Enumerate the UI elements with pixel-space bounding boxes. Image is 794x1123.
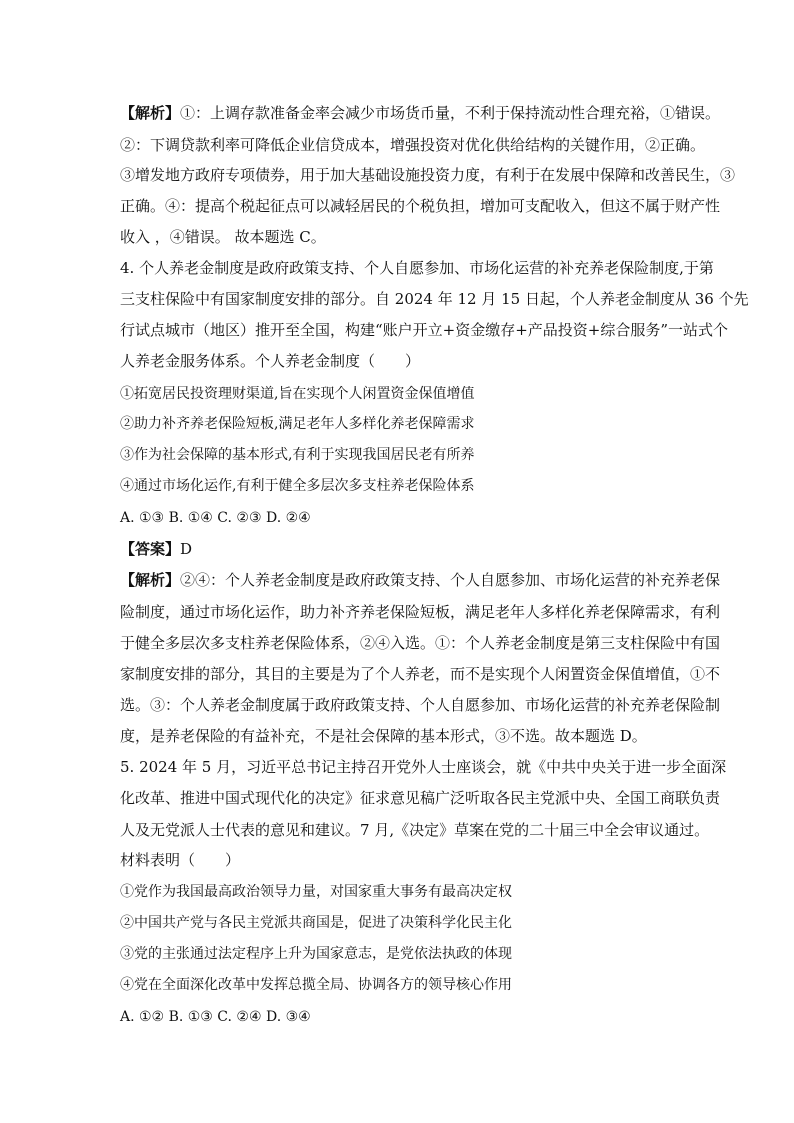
q4-option-4: ④通过市场化运作,有利于健全多层次多支柱养老保险体系 (120, 478, 475, 494)
q3-analysis-line-5: 收入 ，④错误。 故本题选 C。 (120, 228, 326, 246)
q5-option-2: ②中国共产党与各民主党派共商国是，促进了决策科学化民主化 (120, 915, 512, 931)
q5-option-3: ③党的主张通过法定程序上升为国家意志，是党依法执政的体现 (120, 946, 512, 962)
q4-analysis-line-3: 于健全多层次多支柱养老保险体系，②④入选。①：个人养老金制度是第三支柱保险中有国 (120, 634, 721, 652)
q4-stem-line-2: 三支柱保险中有国家制度安排的部分。自 2024 年 12 月 15 日起，个人养老金制度从 36 个先 (120, 290, 749, 308)
q5-choices: A. ①② B. ①③ C. ②④ D. ③④ (120, 1009, 311, 1025)
q4-stem-line-1: 4. 个人养老金制度是政府政策支持、个人自愿参加、市场化运营的补充养老保险制度,于第 (120, 259, 714, 277)
q5-option-4: ④党在全面深化改革中发挥总揽全局、协调各方的领导核心作用 (120, 977, 512, 993)
q4-analysis-line-1: 【解析】②④：个人养老金制度是政府政策支持、个人自愿参加、市场化运营的补充养老保 (120, 571, 721, 589)
q4-analysis-line-2: 险制度，通过市场化运作，助力补齐养老保险短板，满足老年人多样化养老保障需求，有利 (120, 603, 721, 621)
q5-option-1: ①党作为我国最高政治领导力量，对国家重大事务有最高决定权 (120, 884, 512, 900)
q4-answer-value: D (180, 540, 193, 558)
q5-stem-line-3: 人及无党派人士代表的意见和建议。7 月,《决定》草案在党的二十届三中全会审议通过。 (120, 821, 710, 839)
q5-stem-line-2: 化改革、推进中国式现代化的决定》征求意见稿广泛听取各民主党派中央、全国工商联负责 (120, 789, 721, 807)
q4-analysis-line-4: 家制度安排的部分，其目的主要是为了个人养老，而不是实现个人闲置资金保值增值，①不 (120, 665, 721, 683)
q3-analysis-line-3: ③增发地方政府专项债券，用于加大基础设施投资力度，有利于在发展中保障和改善民生，③ (120, 166, 736, 184)
q4-stem-line-3: 行试点城市（地区）推开至全国，构建“账户开立+资金缴存+产品投资+综合服务”一站式个 (120, 321, 729, 339)
q4-option-1: ①拓宽居民投资理财渠道,旨在实现个人闲置资金保值增值 (120, 386, 475, 402)
q5-stem-line-1: 5. 2024 年 5 月，习近平总书记主持召开党外人士座谈会，就《中共中央关于进一步全面深 (120, 758, 727, 776)
q4-stem-line-4: 人养老金服务体系。个人养老金制度（ ） (120, 352, 421, 370)
q5-stem-line-4: 材料表明（ ） (120, 851, 241, 869)
analysis-label: 【解析】 (120, 571, 181, 589)
answer-label: 【答案】 (120, 540, 181, 558)
q3-analysis-line-2: ②：下调贷款利率可降低企业信贷成本，增强投资对优化供给结构的关键作用，②正确。 (120, 136, 706, 154)
q4-analysis-line-6: 度，是养老保险的有益补充，不是社会保障的基本形式，③不选。故本题选 D。 (120, 727, 647, 745)
q4-analysis-line-5: 选。③：个人养老金制度属于政府政策支持、个人自愿参加、市场化运营的补充养老保险制 (120, 696, 721, 714)
q4-answer (120, 539, 192, 559)
q3-analysis-line-1: 【解析】①：上调存款准备金率会减少市场货币量，不利于保持流动性合理充裕，①错误。 (120, 104, 721, 122)
q4-option-3: ③作为社会保障的基本形式,有利于实现我国居民老有所养 (120, 447, 475, 463)
q4-option-2: ②助力补齐养老保险短板,满足老年人多样化养老保障需求 (120, 416, 475, 432)
q3-analysis-line-4: 正确。④：提高个税起征点可以减轻居民的个税负担，增加可支配收入，但这不属于财产性 (120, 197, 721, 215)
q4-choices: A. ①③ B. ①④ C. ②③ D. ②④ (120, 510, 311, 526)
analysis-label: 【解析】 (120, 104, 181, 122)
